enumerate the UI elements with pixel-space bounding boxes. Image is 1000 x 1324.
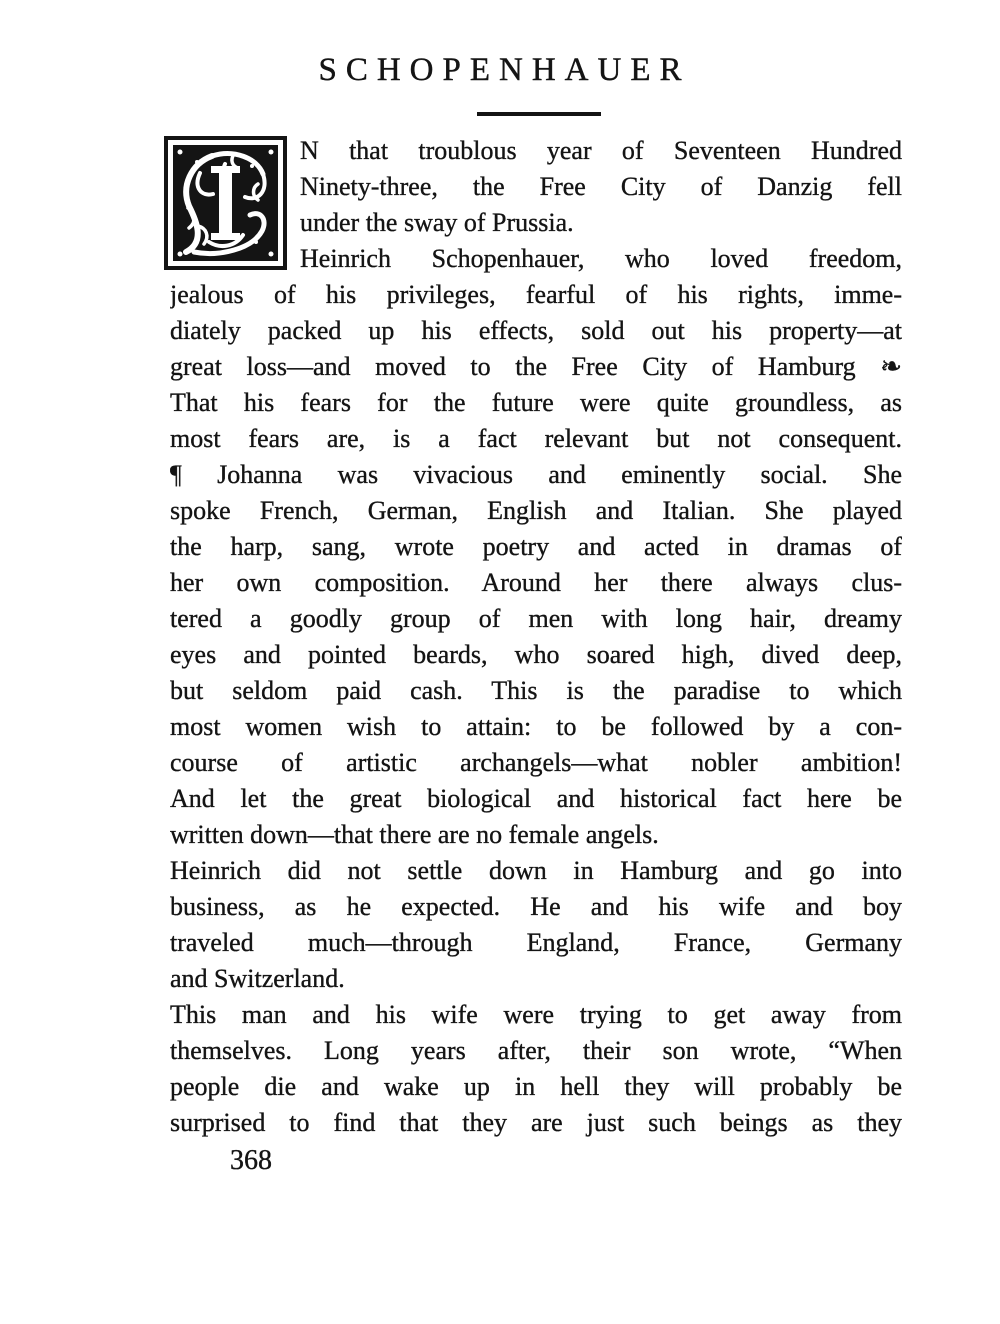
text-line: surprised to find that they are just such beings as they [170, 1108, 902, 1137]
text-line: but seldom paid cash. This is the paradise to which [170, 676, 902, 705]
text-line: the harp, sang, wrote poetry and acted in dramas of [170, 532, 902, 561]
text-line: eyes and pointed beards, who soared high, dived deep, [170, 640, 902, 669]
text-line: tered a goodly group of men with long hair, dreamy [170, 604, 902, 633]
text-line: Ninety-three, the Free City of Danzig fell [300, 172, 902, 201]
text-line: and Switzerland. [170, 964, 345, 993]
text-line: her own composition. Around her there always clus- [170, 568, 902, 597]
text-line: And let the great biological and historical fact here be [170, 784, 902, 813]
text-line: traveled much—through England, France, Germany [170, 928, 902, 957]
text-line: business, as he expected. He and his wife and boy [170, 892, 902, 921]
opening-lines [300, 133, 902, 277]
text-line: That his fears for the future were quite groundless, as [170, 388, 902, 417]
text-line: spoke French, German, English and Italian. She played [170, 496, 902, 525]
text-block [170, 133, 902, 1179]
text-line: under the sway of Prussia. [300, 208, 574, 237]
text-line: N that troublous year of Seventeen Hundred [300, 136, 902, 165]
text-line: most women wish to attain: to be followed by a con- [170, 712, 902, 741]
title-rule [477, 112, 601, 116]
text-line: diately packed up his effects, sold out his property—at [170, 316, 902, 345]
text-line: people die and wake up in hell they will probably be [170, 1072, 902, 1101]
page-title: SCHOPENHAUER [318, 52, 691, 88]
text-line: Heinrich Schopenhauer, who loved freedom, [300, 244, 902, 273]
text-line: written down—that there are no female angels. [170, 820, 659, 849]
text-line: most fears are, is a fact relevant but not consequent. [170, 424, 902, 453]
text-line: course of artistic archangels—what nobler ambition! [170, 748, 902, 777]
body-lines [170, 277, 902, 1141]
text-line: themselves. Long years after, their son wrote, “When [170, 1036, 902, 1065]
page-number: 368 [230, 1145, 272, 1176]
text-line: This man and his wife were trying to get away from [170, 1000, 902, 1029]
text-line: Heinrich did not settle down in Hamburg and go into [170, 856, 902, 885]
text-line: jealous of his privileges, fearful of his rights, imme- [170, 280, 902, 309]
text-line: great loss—and moved to the Free City of Hamburg ❧ [170, 352, 902, 381]
drop-cap-woodcut-initial-icon [164, 136, 287, 270]
text-line: ¶ Johanna was vivacious and eminently social. She [170, 460, 902, 489]
